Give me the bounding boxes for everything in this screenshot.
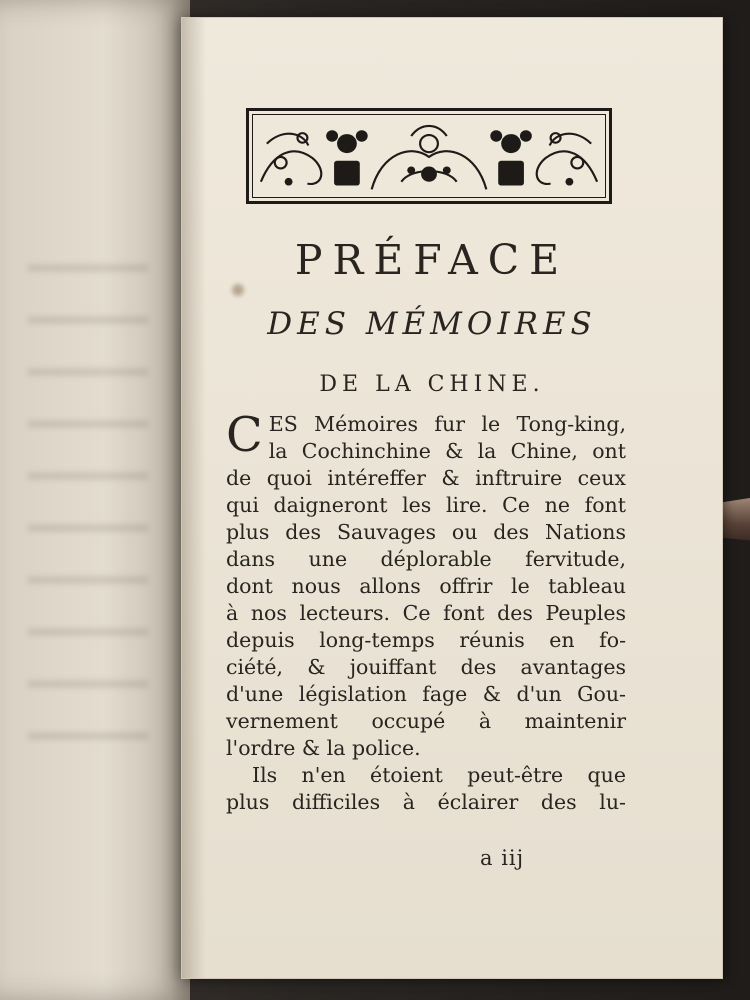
headpiece-ornament [246,108,612,204]
page-title: PRÉFACE [294,236,570,284]
text-line: d'une législation fage & d'un Gou- [226,682,626,706]
text-line: l'ordre & la police. [226,736,421,760]
text-line: depuis long-temps réunis en fo- [226,628,626,652]
text-line: plus difficiles à éclairer des lu- [226,790,626,814]
facing-page [0,0,190,1000]
book-page [182,18,722,978]
signature-mark: a iij [480,846,525,870]
text-line: ciété, & jouiffant des avantages [226,655,626,679]
text-line: la Cochinchine & la Chine, ont [268,439,626,463]
text-line: ES Mémoires fur le Tong-king, [268,412,626,436]
page-gutter [182,18,206,978]
text-line: dans une déplorable fervitude, [226,547,626,571]
text-line: plus des Sauvages ou des Nations [226,520,626,544]
text-line: qui daigneront les lire. Ce ne font [226,493,626,517]
page-subtitle: DES MÉMOIRES [267,306,597,342]
text-line: vernement occupé à maintenir [226,709,626,733]
text-line: à nos lecteurs. Ce font des Peuples [226,601,626,625]
foxing-spot [232,284,244,296]
page-subtitle-2: DE LA CHINE. [319,372,545,397]
text-line: Ils n'en étoient peut-être que [252,763,626,787]
text-line: dont nous allons offrir le tableau [226,574,626,598]
show-through-text [28,220,148,740]
body-text [226,407,626,816]
drop-cap: C [226,407,263,463]
floral-ornament-icon [253,115,605,197]
text-line: de quoi intéreffer & inftruire ceux [226,466,626,490]
